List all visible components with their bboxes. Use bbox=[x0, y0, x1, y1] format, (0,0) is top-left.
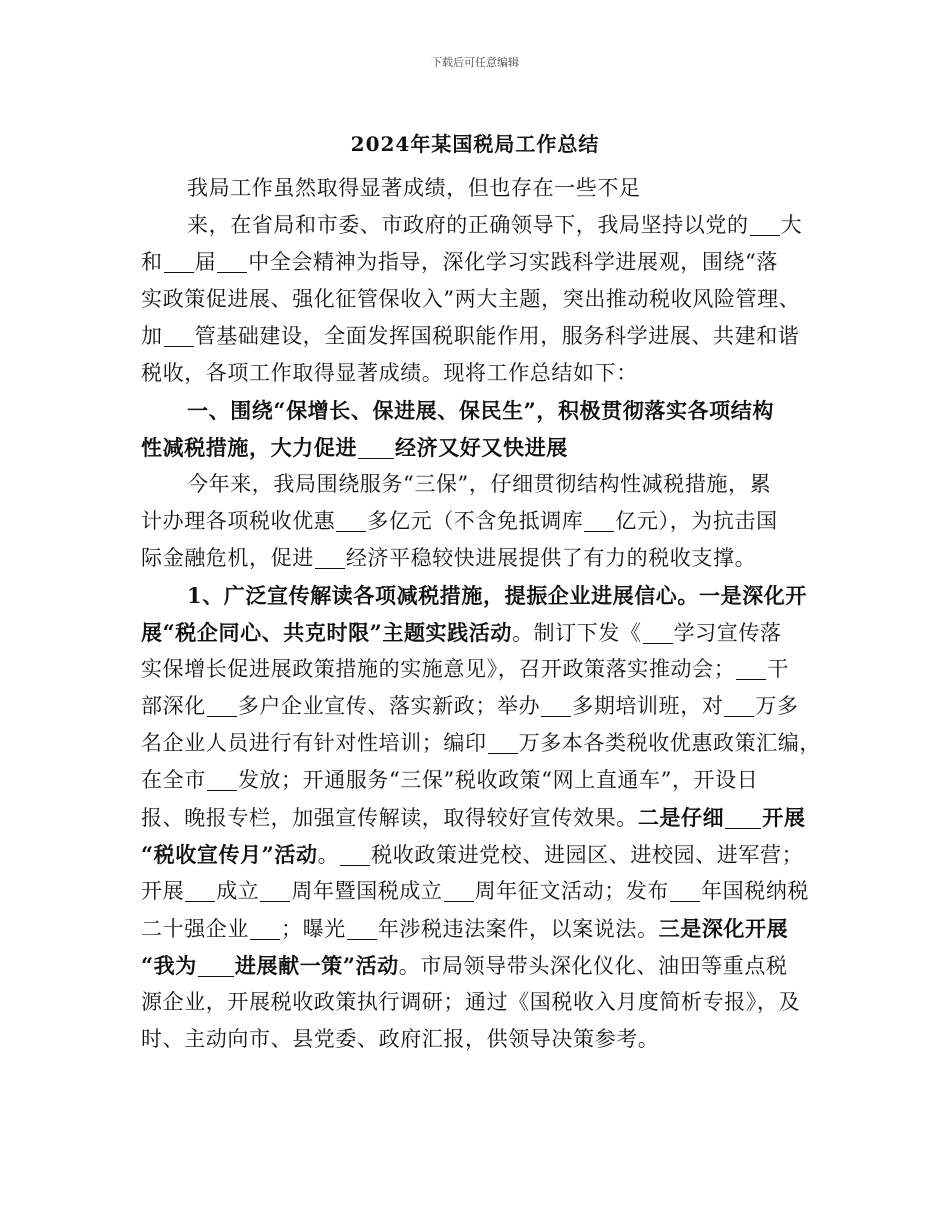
text: 。市局领导带头深化仪化、油田等重点税 bbox=[398, 954, 788, 978]
bold-text: 开展 bbox=[762, 805, 806, 830]
text: 一、围绕“保增长、保进展、保民生”，积极贯彻落实各项结构 bbox=[187, 398, 774, 423]
text: 大 bbox=[780, 213, 803, 237]
text: 二十强企业 bbox=[141, 917, 249, 941]
paragraph-line bbox=[141, 910, 807, 947]
paragraph-line bbox=[141, 355, 807, 392]
text: 我局工作虽然取得显著成绩，但也存在一些不足 bbox=[187, 176, 641, 200]
section-heading-line bbox=[141, 392, 807, 429]
paragraph-line bbox=[141, 688, 807, 725]
text: 。 bbox=[317, 843, 340, 867]
text: 和 bbox=[141, 250, 163, 274]
paragraph-line bbox=[141, 873, 810, 910]
text: 万多 bbox=[755, 694, 799, 718]
paragraph-line bbox=[141, 244, 807, 281]
text: 1、广泛宣传解读各项减税措施，提振企业进展信心。一是深化开 bbox=[187, 583, 808, 608]
paragraph-line bbox=[141, 947, 807, 984]
bold-text: 三是深化开展 bbox=[658, 916, 789, 941]
blank bbox=[164, 324, 194, 347]
bold-text: 二是仔细 bbox=[637, 805, 725, 830]
blank bbox=[207, 694, 237, 717]
text: 学习宣传落 bbox=[673, 621, 782, 645]
text: 万多本各类税收优惠政策汇编， bbox=[518, 731, 822, 755]
blank bbox=[541, 694, 571, 717]
paragraph-line bbox=[141, 614, 807, 651]
text: 管基础建设，全面发挥国税职能作用，服务科学进展、共建和谐 bbox=[194, 324, 800, 348]
text: 来，在省局和市委、市政府的正确领导下，我局坚持以党的 bbox=[187, 213, 749, 237]
text: 际金融危机，促进 bbox=[141, 546, 314, 570]
blank bbox=[217, 250, 247, 273]
text: 。制订下发《 bbox=[511, 621, 642, 645]
blank bbox=[315, 546, 345, 569]
blank bbox=[750, 213, 780, 236]
text: 多户企业宣传、落实新政；举办 bbox=[237, 694, 541, 718]
text: 发放；开通服务“三保”税收政策“网上直通车”，开设日 bbox=[237, 768, 759, 792]
paragraph-line bbox=[141, 762, 807, 799]
document-title: 2024年某国税局工作总结 bbox=[350, 132, 600, 156]
bold-text: “我为 bbox=[141, 953, 197, 978]
text: 年涉税违法案件，以案说法。 bbox=[377, 917, 659, 941]
blank bbox=[736, 657, 766, 680]
text: 部深化 bbox=[141, 694, 206, 718]
blank bbox=[340, 843, 370, 866]
blank bbox=[164, 250, 194, 273]
paragraph-line bbox=[141, 503, 807, 540]
blank bbox=[207, 768, 237, 791]
paragraph-line bbox=[141, 540, 807, 577]
page-header: 下载后可任意编辑 bbox=[431, 56, 519, 69]
text: 实保增长促进展政策措施的实施意见》，召开政策落实推动会； bbox=[141, 657, 736, 681]
blank bbox=[643, 621, 673, 644]
text: 届 bbox=[194, 250, 217, 274]
text: 实政策促进展、强化征管保收入”两大主题，突出推动税收风险管理、 bbox=[141, 287, 801, 311]
blank bbox=[347, 917, 377, 940]
text: 在全市 bbox=[141, 768, 206, 792]
paragraph-line bbox=[141, 725, 822, 762]
section-heading-line bbox=[141, 429, 807, 466]
text: 性减税措施，大力促进 bbox=[141, 435, 357, 460]
paragraph-line bbox=[141, 466, 807, 503]
blank bbox=[725, 806, 761, 829]
bold-text: “税收宣传月”活动 bbox=[141, 842, 318, 867]
text: 开展 bbox=[141, 879, 185, 903]
text: 多亿元（不含免抵调库 bbox=[367, 509, 584, 533]
blank bbox=[336, 509, 366, 532]
text: 成立 bbox=[216, 879, 260, 903]
paragraph-line bbox=[141, 318, 807, 355]
text: 经济平稳较快进展提供了有力的税收支撑。 bbox=[345, 546, 757, 570]
text: 干 bbox=[767, 657, 789, 681]
text: 今年来，我局围绕服务“三保”，仔细贯彻结构性减税措施，累 bbox=[187, 472, 772, 496]
text: 亿元），为抗击国 bbox=[615, 509, 778, 533]
paragraph-line bbox=[141, 170, 807, 207]
text: 周年征文活动；发布 bbox=[474, 879, 670, 903]
blank bbox=[260, 879, 290, 902]
blank bbox=[670, 879, 700, 902]
text: 周年暨国税成立 bbox=[291, 879, 443, 903]
paragraph-line bbox=[141, 836, 807, 873]
paragraph-line bbox=[141, 207, 807, 244]
text: ；曝光 bbox=[281, 917, 346, 941]
text: 计办理各项税收优惠 bbox=[141, 509, 336, 533]
blank bbox=[185, 879, 215, 902]
text: 多期培训班，对 bbox=[572, 694, 724, 718]
text: 源企业，开展税收政策执行调研；通过《国税收入月度简析专报》，及 bbox=[141, 990, 801, 1014]
text: 年国税纳税 bbox=[701, 879, 810, 903]
blank bbox=[584, 509, 614, 532]
blank bbox=[488, 731, 518, 754]
paragraph-line bbox=[141, 651, 807, 688]
text: 时、主动向市、县党委、政府汇报，供领导决策参考。 bbox=[141, 1027, 660, 1051]
paragraph-line bbox=[141, 799, 807, 836]
text: 名企业人员进行有针对性培训；编印 bbox=[141, 731, 487, 755]
text: 加 bbox=[141, 324, 163, 348]
paragraph-line bbox=[141, 984, 807, 1021]
blank bbox=[358, 436, 394, 459]
text: 税收，各项工作取得显著成绩。现将工作总结如下： bbox=[141, 361, 638, 385]
bold-text: 进展献一策”活动 bbox=[234, 953, 399, 978]
text: 经济又好又快进展 bbox=[395, 435, 568, 460]
paragraph-line bbox=[141, 1021, 807, 1058]
blank bbox=[444, 879, 474, 902]
text: 中全会精神为指导，深化学习实践科学进展观，围绕“落 bbox=[248, 250, 778, 274]
blank bbox=[250, 917, 280, 940]
document-body bbox=[141, 170, 822, 1058]
bold-text: 展“税企同心、共克时限”主题实践活动 bbox=[141, 620, 512, 645]
text: 报、晚报专栏，加强宣传解读，取得较好宣传效果。 bbox=[141, 806, 638, 830]
text: 税收政策进党校、进园区、进校园、进军营； bbox=[371, 843, 804, 867]
subsection-heading-line bbox=[141, 577, 807, 614]
blank bbox=[198, 954, 234, 977]
blank bbox=[724, 694, 754, 717]
paragraph-line bbox=[141, 281, 807, 318]
